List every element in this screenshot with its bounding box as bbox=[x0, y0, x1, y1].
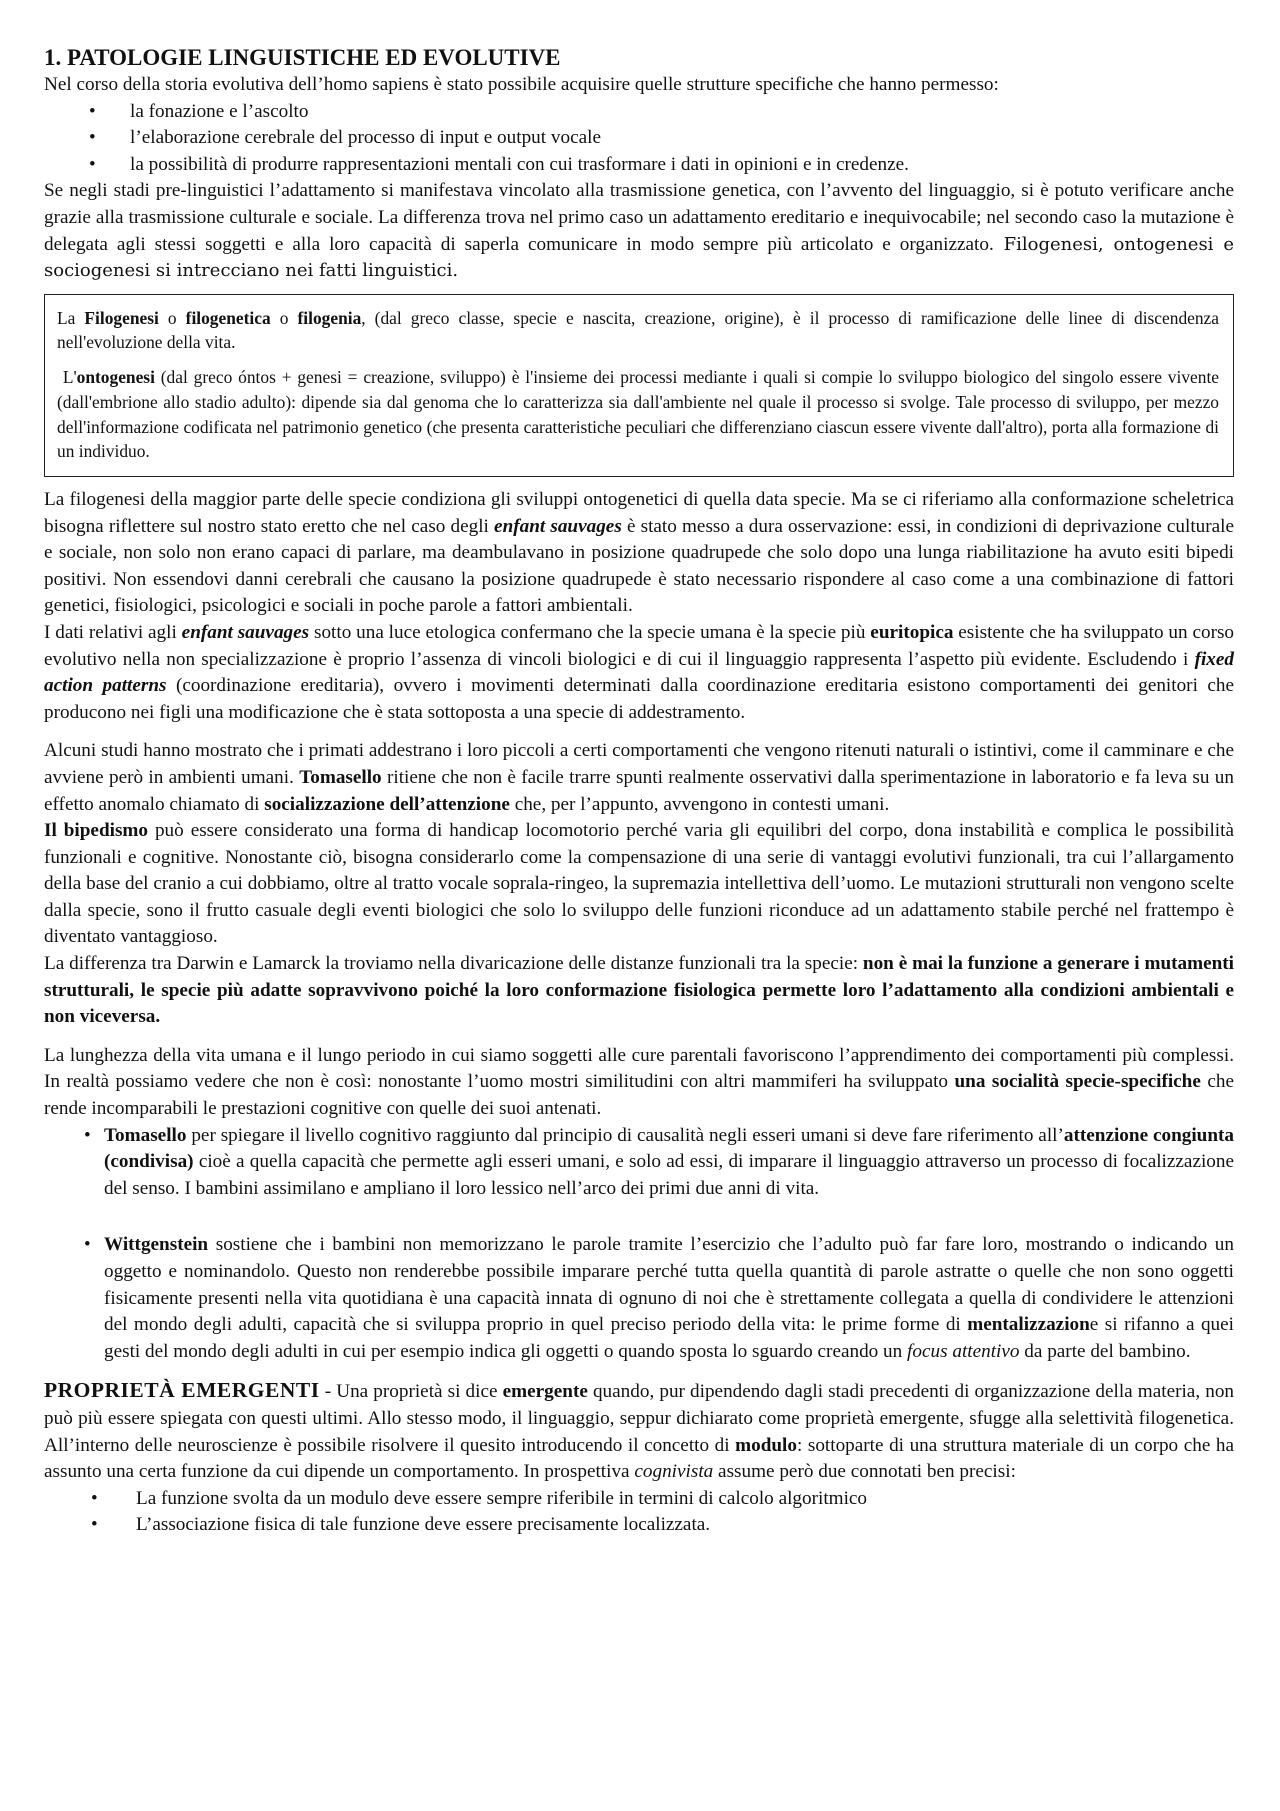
list-item-wittgenstein: • Wittgenstein sostiene che i bambini non memorizzano le parole tramite l’esercizio che l’adulto può far fare loro, mostrando o indicando un oggetto e nominandolo. Questo non renderebbe possibile imparare perché tutta quella quantità di parole astratte o quelle che non sono oggetti fisicamente presenti nella vita quotidiana è una capacità innata di ognuno di noi che è strettamente collegata a quella di condividere le attenzioni del mondo degli adulti, capacità che si sviluppa proprio in quel preciso periodo della vita: le prime forme di mentalizzazione si rifanno a quei gesti del mondo degli adulti in cui per esempio indica gli oggetti o quando sposta lo sguardo creando un focus attentivo da parte del bambino. bbox=[44, 1232, 1234, 1365]
section-title: 1. PATOLOGIE LINGUISTICHE ED EVOLUTIVE bbox=[44, 45, 561, 70]
author-list bbox=[44, 1123, 1234, 1366]
definition-phylogenesis: La Filogenesi o filogenetica o filogenia, (dal greco classe, specie e nascita, creazione, origine), è il processo di ramificazione delle linee di discendenza nell'evoluzione della vita. bbox=[57, 307, 1219, 353]
intro-paragraph: Nel corso della storia evolutiva dell’homo sapiens è stato possibile acquisire quelle strutture specifiche che hanno permesso: bbox=[44, 74, 999, 95]
emergent-heading: PROPRIETÀ EMERGENTI bbox=[44, 1378, 320, 1403]
list-item: • l’elaborazione cerebrale del processo di input e output vocale bbox=[44, 125, 1234, 152]
list-item: • la fonazione e l’ascolto bbox=[44, 99, 1234, 126]
paragraph-primates: Alcuni studi hanno mostrato che i primati addestrano i loro piccoli a certi comportamenti che vengono ritenuti naturali o istintivi, come il camminare e che avviene però in ambienti umani. Tomasello ritiene che non è facile trarre spunti realmente osservativi dalla sperimentazione in laboratorio e fa leva su un effetto anomalo chiamato di socializzazione dell’attenzione che, per l’appunto, avvengono in contesti umani. bbox=[44, 740, 1234, 815]
paragraph-bipedism: Il bipedismo può essere considerato una forma di handicap locomotorio perché varia gli equilibri del corpo, dona instabilità e complica le possibilità funzionali e cognitive. Nonostante ciò, bisogna considerarlo come la compensazione di una serie di vantaggi evolutivi funzionali, tra cui l’allargamento della base del cranio a cui dobbiamo, oltre al tratto vocale soprala-ringeo, la supremazia intellettiva dell’uomo. Le mutazioni strutturali non vengono scelte dalla specie, sono il frutto casuale degli eventi biologici che solo lo sviluppo delle funzioni riconduce ad un adattamento stabile perché nel frattempo è diventato vantaggioso. bbox=[44, 820, 1234, 948]
paragraph-sociality: La lunghezza della vita umana e il lungo periodo in cui siamo soggetti alle cure parentali favoriscono l’apprendimento dei comportamenti più complessi. In realtà possiamo vedere che non è così: nonostante l’uomo mostri similitudini con altri mammiferi ha sviluppato una socialità specie-specifiche che rende incomparabili le prestazioni cognitive con quelle dei suoi antenati. bbox=[44, 1044, 1234, 1120]
definition-box bbox=[44, 294, 1234, 477]
list-item: • L’associazione fisica di tale funzione deve essere precisamente localizzata. bbox=[44, 1512, 1234, 1539]
list-item: • La funzione svolta da un modulo deve essere sempre riferibile in termini di calcolo algoritmico bbox=[44, 1486, 1234, 1513]
paragraph-euritopica: I dati relativi agli enfant sauvages sotto una luce etologica confermano che la specie umana è la specie più euritopica esistente che ha sviluppato un corso evolutivo nella non specializzazione è proprio l’assenza di vincoli biologici e di cui il linguaggio rappresenta l’aspetto più evidente. Escludendo i fixed action patterns (coordinazione ereditaria), ovvero i movimenti determinati dalla coordinazione ereditaria esistono comportamenti dei genitori che producono nei figli una modificazione che è stata sottoposta a una specie di addestramento. bbox=[44, 621, 1235, 723]
paragraph-darwin-lamarck: La differenza tra Darwin e Lamarck la troviamo nella divaricazione delle distanze funzionali tra la specie: non è mai la funzione a generare i mutamenti strutturali, le specie più adatte sopravvivono poiché la loro conformazione fisiologica permette loro l’adattamento alla condizioni ambientali e non viceversa. bbox=[44, 953, 1234, 1028]
module-list bbox=[44, 1486, 1234, 1539]
paragraph-enfant-sauvages: La filogenesi della maggior parte delle specie condiziona gli sviluppi ontogenetici di quella data specie. Ma se ci riferiamo alla conformazione scheletrica bisogna riflettere sul nostro stato eretto che nel caso degli enfant sauvages è stato messo a dura osservazione: essi, in condizioni di deprivazione culturale e sociale, non solo non erano capaci di parlare, ma deambulavano in posizione quadrupede che solo dopo una lunga riabilitazione ha avuto esiti bipedi positivi. Non essendovi danni cerebrali che causano la posizione quadrupede è stato necessario rispondere al caso come a una combinazione di fattori genetici, fisiologici, psicologici e sociali in poche parole a fattori ambientali. bbox=[44, 488, 1234, 617]
list-item-tomasello: • Tomasello per spiegare il livello cognitivo raggiunto dal principio di causalità negli esseri umani si deve fare riferimento all’attenzione congiunta (condivisa) cioè a quella capacità che permette agli esseri umani, e solo ad essi, di imparare il linguaggio attraverso un processo di focalizzazione del senso. I bambini assimilano e ampliano il loro lessico nell’arco dei primi due anni di vita. bbox=[44, 1123, 1234, 1203]
definition-ontogenesis: L'ontogenesi (dal greco óntos + genesi = creazione, sviluppo) è l'insieme dei processi mediante i quali si compie lo sviluppo biologico del singolo essere vivente (dall'embrione allo stadio adulto): dipende sia dal genoma che lo caratterizza sia dall'ambiente nel quale il processo si svolge. Tale processo di sviluppo, per mezzo dell'informazione codificata nel patrimonio genetico (che presenta caratteristiche peculiari che differenziano ciascun essere vivente dall'altro), porta alla formazione di un individuo. bbox=[57, 367, 1219, 462]
list-item: • la possibilità di produrre rappresentazioni mentali con cui trasformare i dati in opinioni e in credenze. bbox=[44, 152, 1234, 179]
paragraph-emergent-properties: PROPRIETÀ EMERGENTI - Una proprietà si dice emergente quando, pur dipendendo dagli stadi precedenti di organizzazione della materia, non può più essere spiegata con questi ultimi. Allo stesso modo, il linguaggio, seppur dichiarato come proprietà emergente, sfugge alla selettività filogenetica. All’interno delle neuroscienze è possibile risolvere il quesito introducendo il concetto di modulo: sottoparte di una struttura materiale di un corpo che ha assunto una certa funzione da cui dipende un comportamento. In prospettiva cognivista assume però due connotati ben precisi: bbox=[44, 1378, 1235, 1483]
intro-list bbox=[44, 99, 1234, 179]
paragraph-adaptation: Se negli stadi pre-linguistici l’adattamento si manifestava vincolato alla trasmissione genetica, con l’avvento del linguaggio, si è potuto verificare anche grazie alla trasmissione culturale e sociale. La differenza trova nel primo caso un adattamento ereditario e inequivocabile; nel secondo caso la mutazione è delegata agli stessi soggetti e alla loro capacità di saperla comunicare in modo sempre più articolato e organizzato. Filogenesi, ontogenesi e sociogenesi si intrecciano nei fatti linguistici. bbox=[44, 180, 1234, 282]
